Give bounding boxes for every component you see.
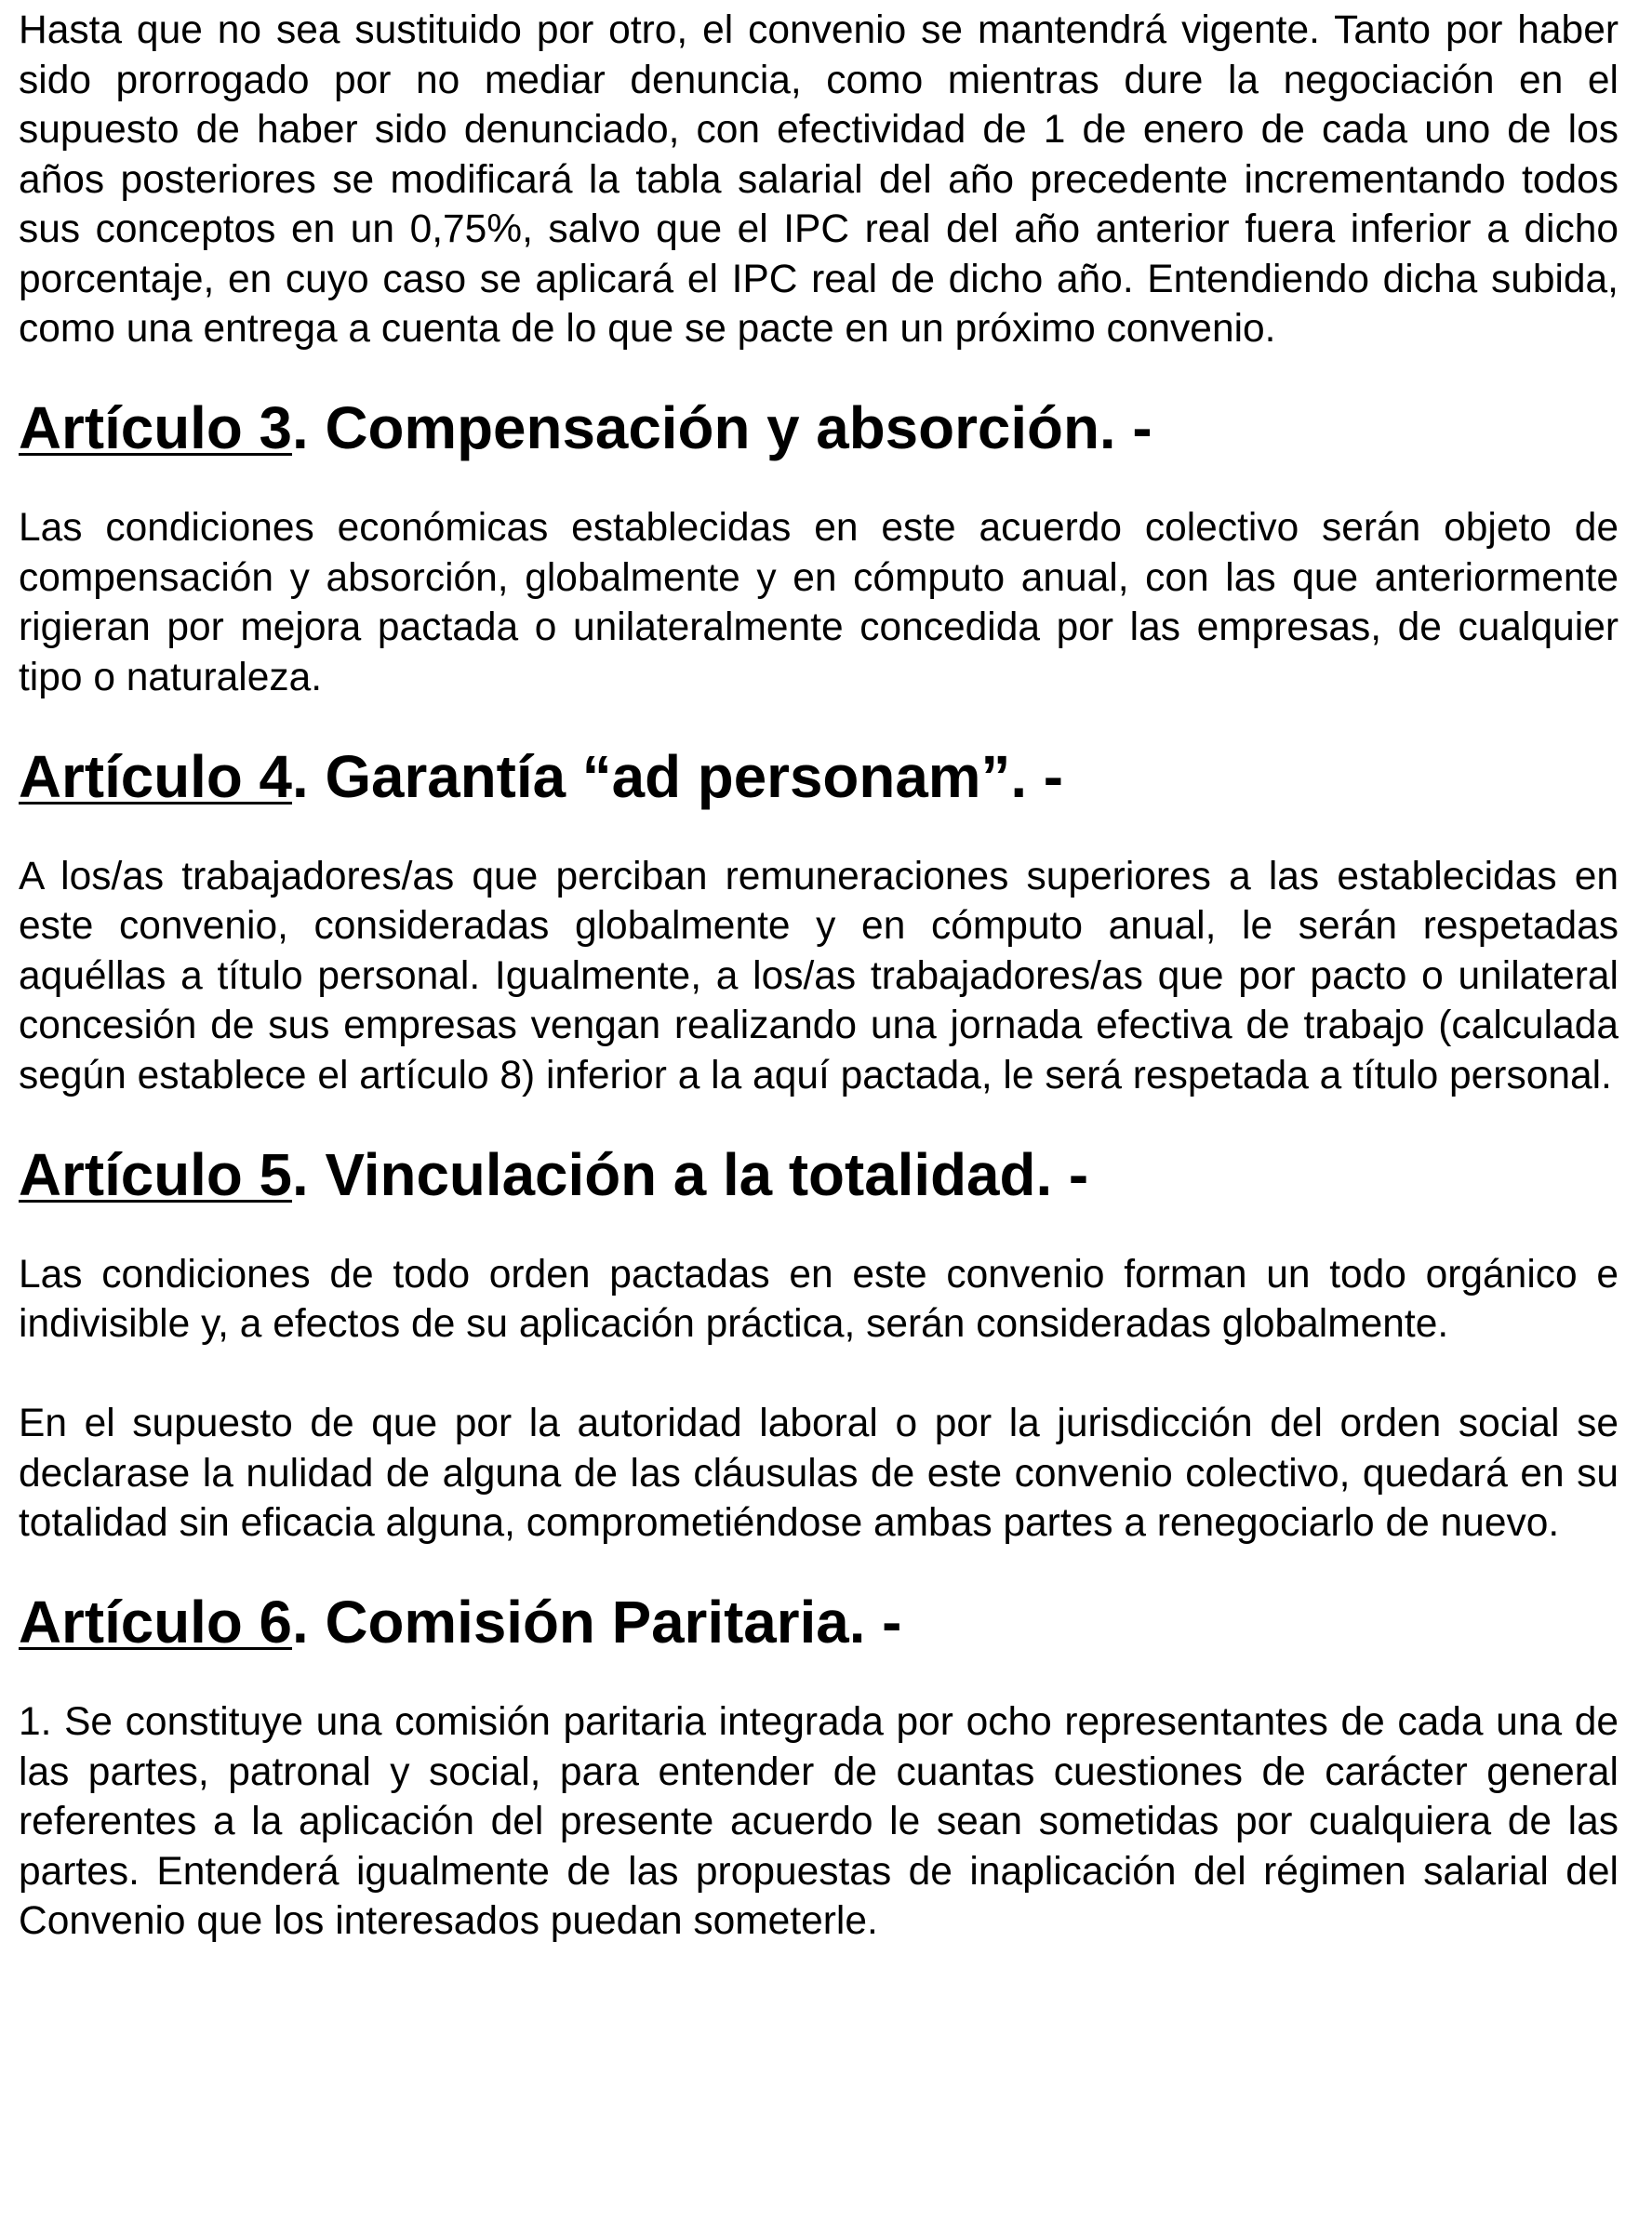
spacer [19, 1350, 1619, 1400]
article-4-heading [19, 742, 1619, 810]
article-5-paragraph-1: Las condiciones de todo orden pactadas en este convenio forman un todo orgánico e indivisible y, a efectos de su aplicación práctica, serán consideradas globalmente. [19, 1252, 1619, 1346]
article-3-title: . Compensación y absorción. - [292, 394, 1152, 461]
article-5-paragraph-2: En el supuesto de que por la autoridad laboral o por la jurisdicción del orden social se declarase la nulidad de alguna de las cláusulas de este convenio colectivo, quedará en su totalidad sin eficacia alguna, comprometiéndose ambas partes a renegociarlo de nuevo. [19, 1402, 1619, 1545]
article-6-heading [19, 1589, 1619, 1656]
article-4-number: Artículo 4 [19, 742, 293, 810]
article-5-title: . Vinculación a la totalidad. - [292, 1140, 1089, 1208]
article-3-number: Artículo 3 [19, 394, 293, 461]
article-5-heading [19, 1140, 1619, 1208]
article-3-heading [19, 394, 1619, 461]
document-page [19, 6, 1619, 1947]
article-4-paragraph: A los/as trabajadores/as que perciban remuneraciones superiores a las establecidas en este convenio, consideradas globalmente y en cómputo anual, le serán respetadas aquéllas a título personal. Igualmente, a los/as trabajadores/as que por pacto o unilateral concesión de sus empresas vengan realizando una jornada efectiva de trabajo (calculada según establece el artículo 8) inferior a la aquí pactada, le será respetada a título personal. [19, 854, 1619, 1097]
article-4-title: . Garantía “ad personam”. - [292, 742, 1063, 810]
article-6-paragraph-1: 1. Se constituye una comisión paritaria integrada por ocho representantes de cada una de las partes, patronal y social, para entender de cuantas cuestiones de carácter general referentes a la aplicación del presente acuerdo le sean sometidas por cualquiera de las partes. Entenderá igualmente de las propuestas de inaplicación del régimen salarial del Convenio que los interesados puedan someterle. [19, 1700, 1619, 1943]
intro-paragraph: Hasta que no sea sustituido por otro, el convenio se mantendrá vigente. Tanto por haber sido prorrogado por no mediar denuncia, como mientras dure la negociación en el supuesto de haber sido denunciado, con efectividad de 1 de enero de cada uno de los años posteriores se modificará la tabla salarial del año precedente incrementando todos sus conceptos en un 0,75%, salvo que el IPC real del año anterior fuera inferior a dicho porcentaje, en cuyo caso se aplicará el IPC real de dicho año. Entendiendo dicha subida, como una entrega a cuenta de lo que se pacte en un próximo convenio. [19, 8, 1619, 351]
article-3-paragraph: Las condiciones económicas establecidas en este acuerdo colectivo serán objeto de compensación y absorción, globalmente y en cómputo anual, con las que anteriormente rigieran por mejora pactada o unilateralmente concedida por las empresas, de cualquier tipo o naturaleza. [19, 506, 1619, 699]
article-6-number: Artículo 6 [19, 1589, 293, 1656]
article-5-number: Artículo 5 [19, 1140, 293, 1208]
article-6-title: . Comisión Paritaria. - [292, 1589, 902, 1656]
